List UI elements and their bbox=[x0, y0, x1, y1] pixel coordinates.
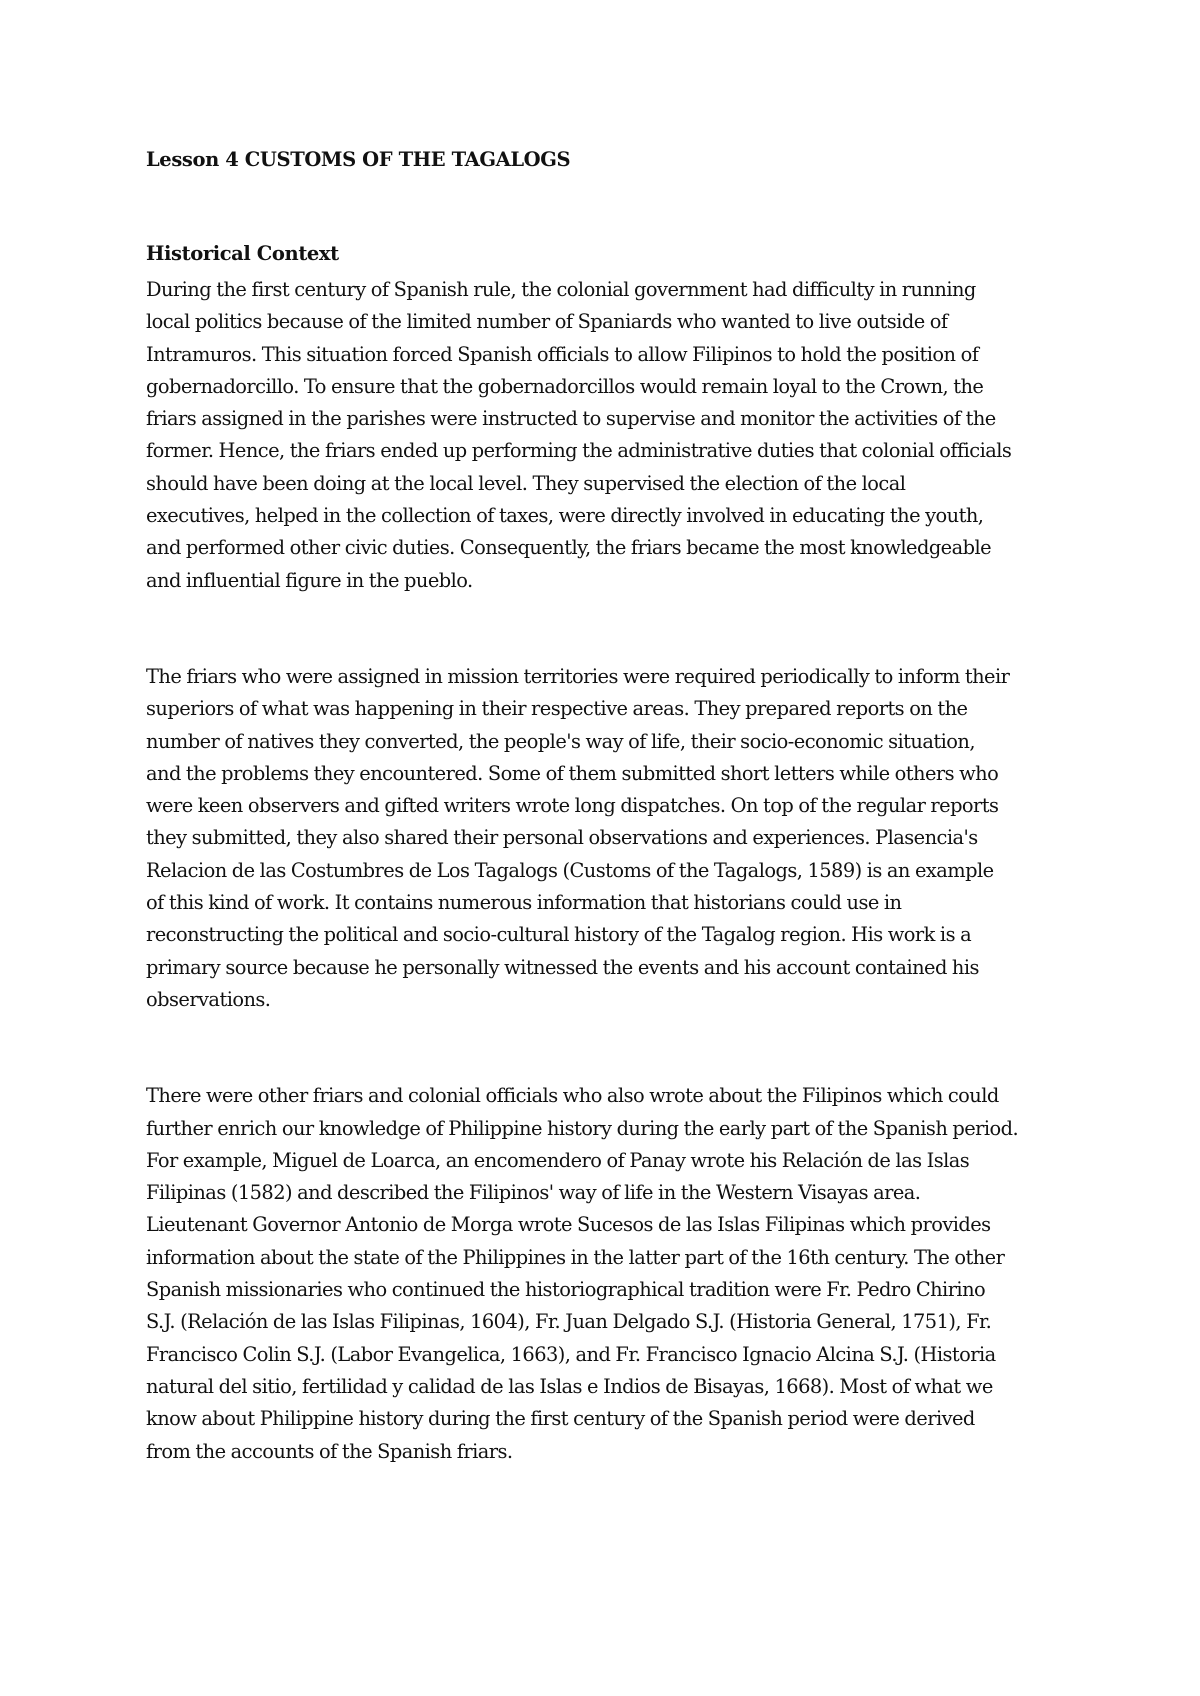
paragraph-line: Spanish missionaries who continued the historiographical tradition were Fr. Pedro Chirino bbox=[146, 1278, 986, 1302]
paragraph-line: Relacion de las Costumbres de Los Tagalogs (Customs of the Tagalogs, 1589) is an example bbox=[146, 858, 994, 882]
body-paragraph bbox=[146, 661, 1081, 1016]
paragraph-line: number of natives they converted, the people's way of life, their socio-economic situation, bbox=[146, 729, 975, 753]
paragraph-line: There were other friars and colonial officials who also wrote about the Filipinos which could bbox=[146, 1084, 999, 1108]
paragraph-line: former. Hence, the friars ended up performing the administrative duties that colonial officials bbox=[146, 439, 1012, 463]
section-heading: Historical Context bbox=[146, 242, 339, 265]
paragraph-line: For example, Miguel de Loarca, an encomendero of Panay wrote his Relación de las Islas bbox=[146, 1148, 970, 1172]
paragraph-line: natural del sitio, fertilidad y calidad de las Islas e Indios de Bisayas, 1668). Most of what we bbox=[146, 1374, 993, 1398]
paragraph-line: Francisco Colin S.J. (Labor Evangelica, 1663), and Fr. Francisco Ignacio Alcina S.J. (Historia bbox=[146, 1342, 996, 1366]
paragraph-line: gobernadorcillo. To ensure that the gobernadorcillos would remain loyal to the Crown, the bbox=[146, 374, 984, 398]
paragraph-line: Intramuros. This situation forced Spanish officials to allow Filipinos to hold the position of bbox=[146, 342, 979, 366]
paragraph-line: further enrich our knowledge of Philippine history during the early part of the Spanish period. bbox=[146, 1116, 1019, 1140]
paragraph-line: and the problems they encountered. Some of them submitted short letters while others who bbox=[146, 761, 999, 785]
paragraph-line: primary source because he personally witnessed the events and his account contained his bbox=[146, 955, 979, 979]
paragraph-line: Filipinas (1582) and described the Filipinos' way of life in the Western Visayas area. bbox=[146, 1181, 921, 1205]
paragraph-line: The friars who were assigned in mission territories were required periodically to inform their bbox=[146, 664, 1010, 688]
paragraph-line: and influential figure in the pueblo. bbox=[146, 568, 473, 592]
paragraph-line: observations. bbox=[146, 987, 271, 1011]
document-title: Lesson 4 CUSTOMS OF THE TAGALOGS bbox=[146, 148, 571, 171]
paragraph-line: local politics because of the limited number of Spaniards who wanted to live outside of bbox=[146, 310, 948, 334]
paragraph-line: During the first century of Spanish rule, the colonial government had difficulty in running bbox=[146, 278, 976, 301]
paragraph-line: were keen observers and gifted writers wrote long dispatches. On top of the regular reports bbox=[146, 794, 999, 818]
paragraph-line: friars assigned in the parishes were instructed to supervise and monitor the activities of the bbox=[146, 407, 996, 431]
paragraph-line: should have been doing at the local level. They supervised the election of the local bbox=[146, 471, 906, 495]
paragraph-line: and performed other civic duties. Consequently, the friars became the most knowledgeable bbox=[146, 536, 992, 560]
paragraph-line: from the accounts of the Spanish friars. bbox=[146, 1439, 513, 1463]
paragraph-line: of this kind of work. It contains numerous information that historians could use in bbox=[146, 891, 902, 915]
paragraph-line: know about Philippine history during the first century of the Spanish period were derived bbox=[146, 1407, 975, 1431]
paragraphs-container bbox=[146, 274, 1081, 1468]
paragraph-line: S.J. (Relación de las Islas Filipinas, 1604), Fr. Juan Delgado S.J. (Historia General, 1751), Fr. bbox=[146, 1310, 992, 1334]
body-paragraph bbox=[146, 274, 1081, 597]
paragraph-line: executives, helped in the collection of taxes, were directly involved in educating the youth, bbox=[146, 504, 984, 528]
paragraph-line: superiors of what was happening in their respective areas. They prepared reports on the bbox=[146, 697, 968, 721]
document-body bbox=[146, 146, 1081, 1468]
paragraph-line: Lieutenant Governor Antonio de Morga wrote Sucesos de las Islas Filipinas which provides bbox=[146, 1213, 991, 1237]
paragraph-line: information about the state of the Philippines in the latter part of the 16th century. The other bbox=[146, 1245, 1005, 1269]
paragraph-line: they submitted, they also shared their personal observations and experiences. Plasencia's bbox=[146, 826, 978, 850]
paragraph-line: reconstructing the political and socio-cultural history of the Tagalog region. His work is a bbox=[146, 923, 972, 947]
body-paragraph bbox=[146, 1080, 1081, 1468]
